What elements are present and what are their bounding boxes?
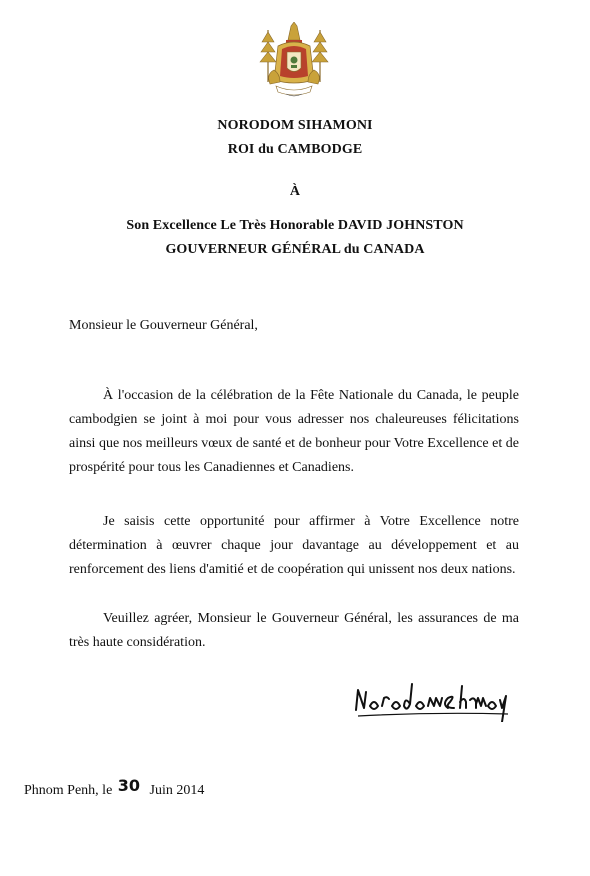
dateline-month-year: Juin 2014 [149, 783, 205, 798]
recipient-name: Son Excellence Le Très Honorable DAVID JOHNSTON [126, 218, 464, 233]
dateline-place: Phnom Penh, le [24, 783, 113, 798]
paragraph-2: Je saisis cette opportunité pour affirmer à Votre Excellence notre détermination à œuvrer chaque jour davantage au développement et au renforcement des liens d'amitié et de coopération qui unissent nos deux nations. [69, 514, 519, 577]
royal-coat-of-arms-icon [258, 22, 330, 100]
handwritten-signature [352, 678, 512, 722]
dateline-day: 30 [117, 776, 141, 795]
recipient-title: GOUVERNEUR GÉNÉRAL du CANADA [165, 242, 425, 257]
salutation: Monsieur le Gouverneur Général, [69, 318, 258, 333]
paragraph-3: Veuillez agréer, Monsieur le Gouverneur Général, les assurances de ma très haute considération. [69, 611, 519, 650]
dateline [24, 776, 205, 799]
sender-title: ROI du CAMBODGE [227, 142, 363, 157]
sender-name: NORODOM SIHAMONI [217, 118, 373, 133]
paragraph-1: À l'occasion de la célébration de la Fête Nationale du Canada, le peuple cambodgien se joint à moi pour vous adresser nos chaleureuses félicitations ainsi que nos meilleurs vœux de santé et de bonheur pour Votre Excellence et de prospérité pour tous les Canadiennes et Canadiens. [69, 388, 519, 475]
addressed-to: À [289, 184, 301, 199]
